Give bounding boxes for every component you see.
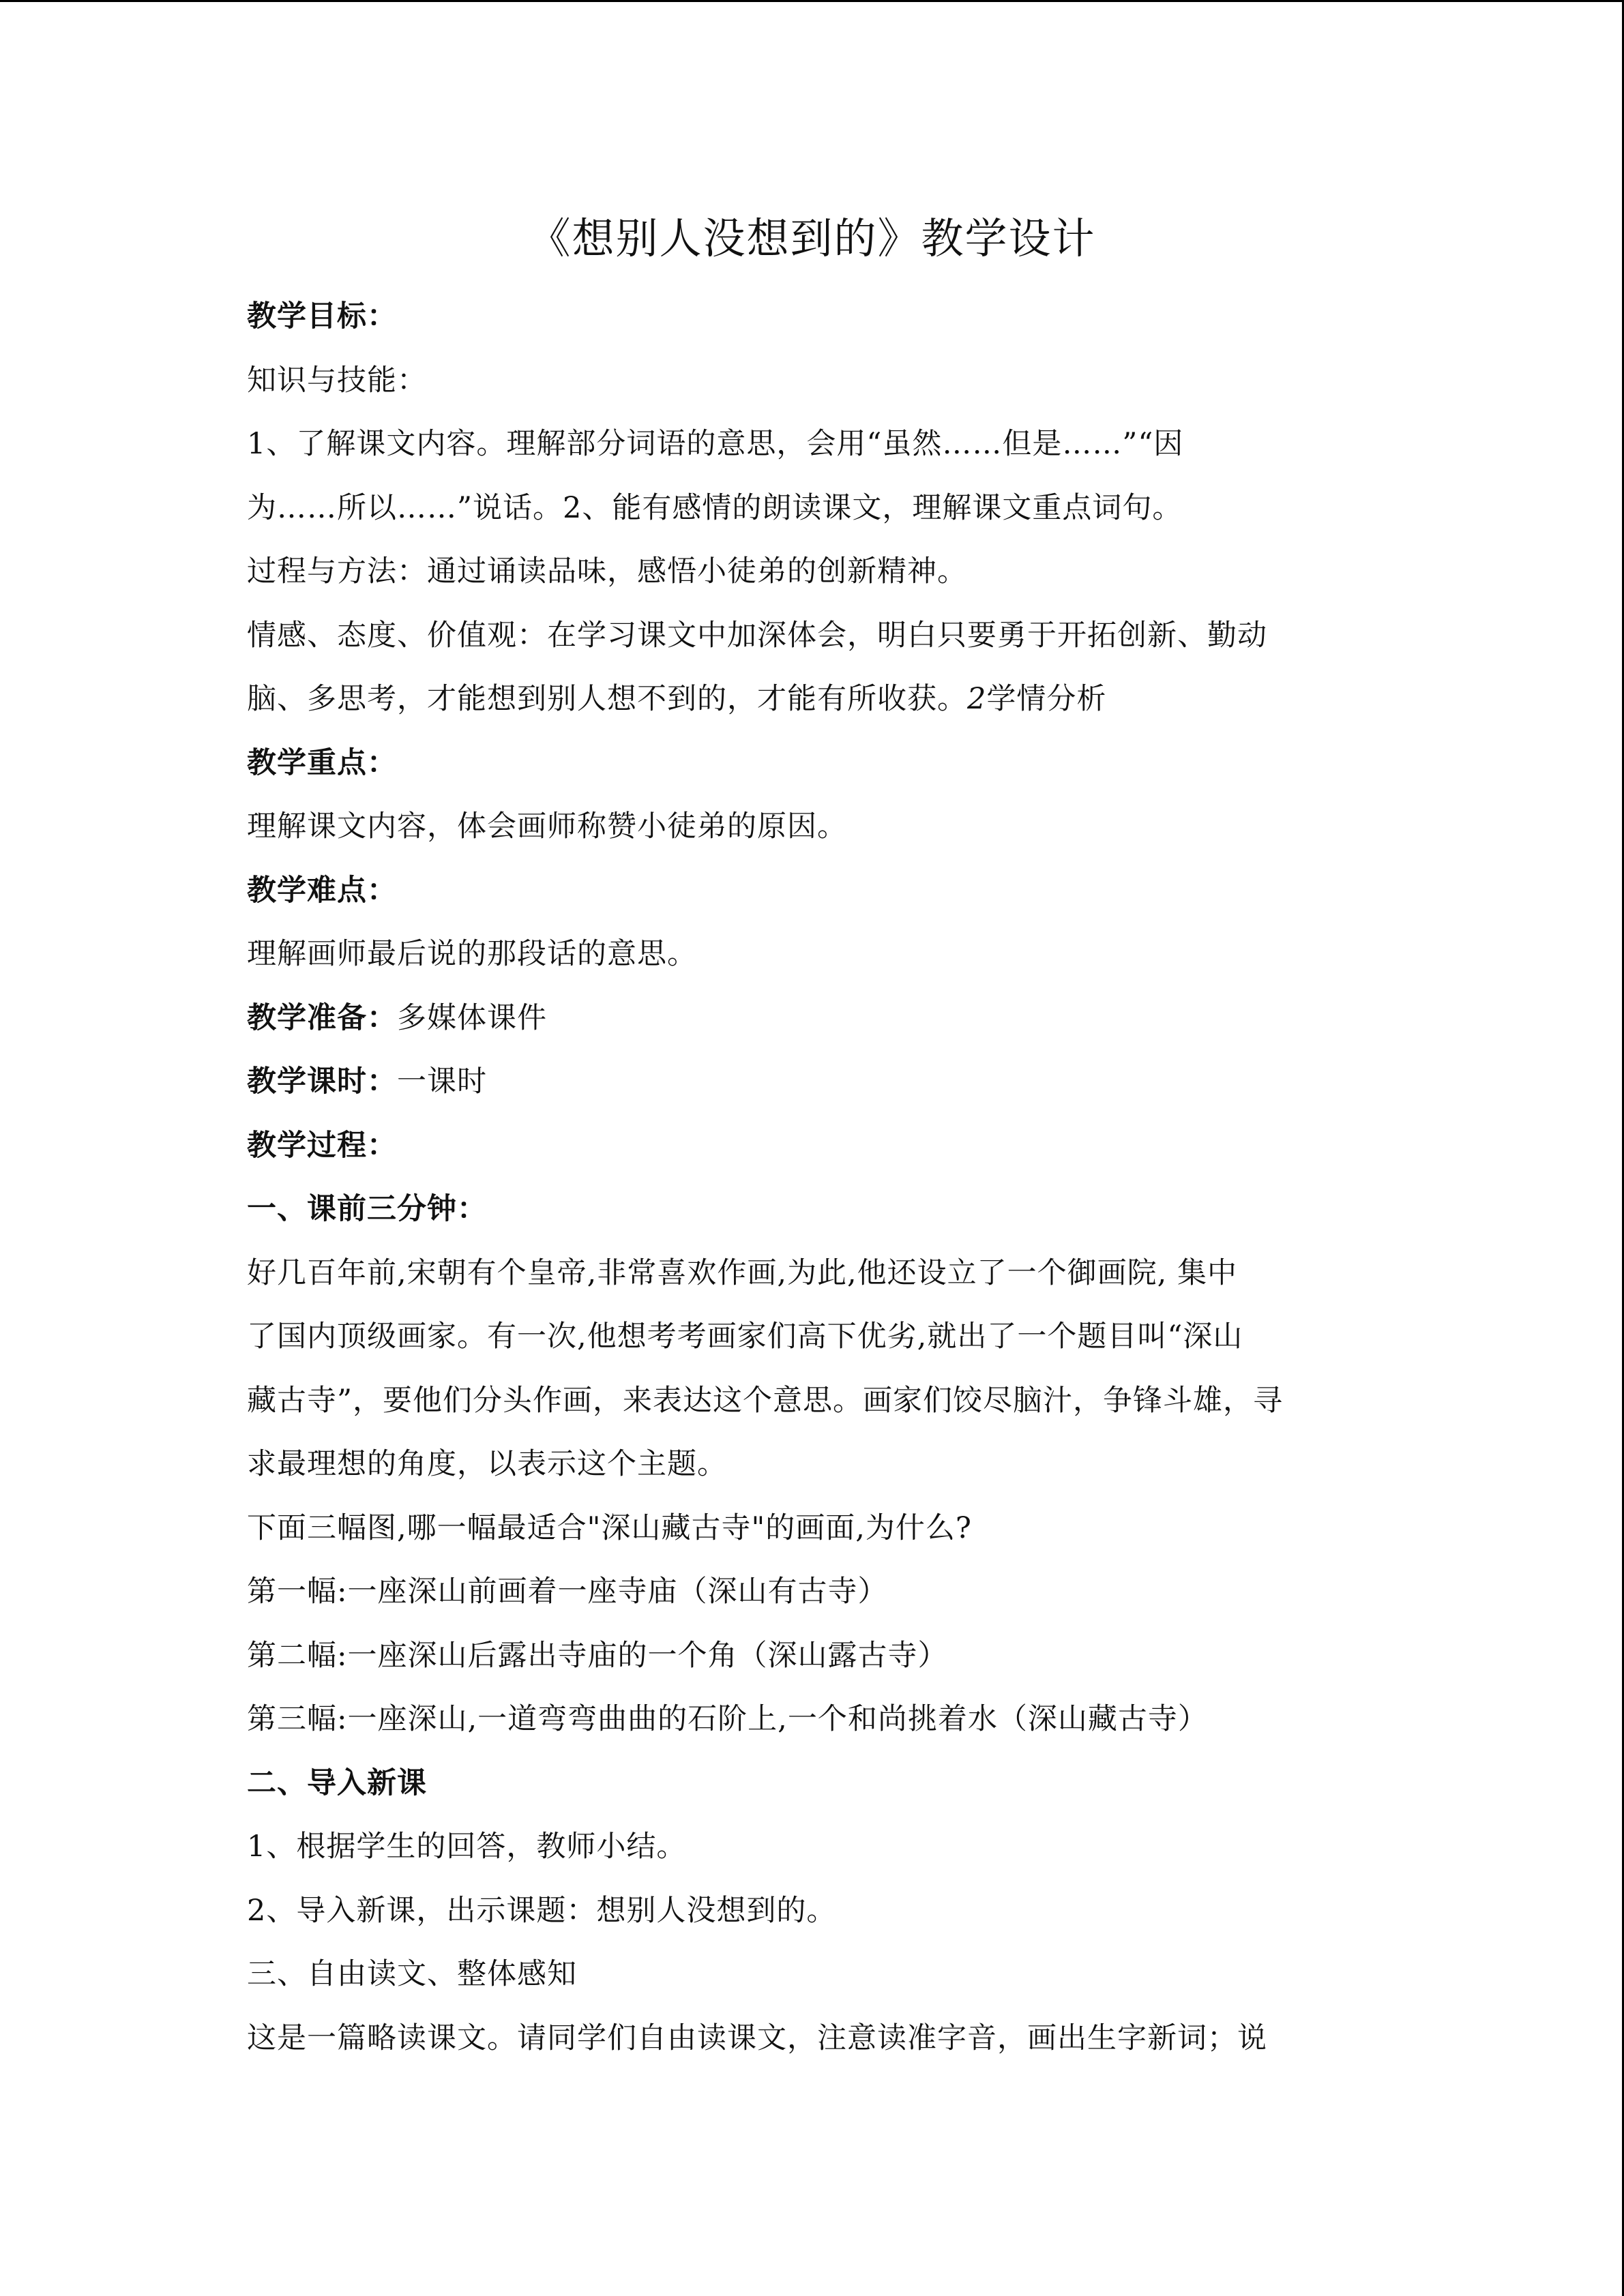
section-1-heading: 一、课前三分钟： bbox=[247, 1192, 487, 1226]
emotion-line-2 bbox=[247, 668, 1379, 732]
preparation-line bbox=[247, 987, 1379, 1051]
emotion-line-1: 情感、态度、价值观：在学习课文中加深体会，明白只要勇于开拓创新、勤动 bbox=[247, 618, 1267, 653]
story-line-4: 求最理想的角度，以表示这个主题。 bbox=[247, 1447, 727, 1481]
question-line: 下面三幅图,哪一幅最适合"深山藏古寺"的画面,为什么? bbox=[247, 1510, 972, 1545]
picture-3-line: 第三幅:一座深山,一道弯弯曲曲的石阶上,一个和尚挑着水（深山藏古寺） bbox=[247, 1702, 1208, 1736]
process-method: 过程与方法：通过诵读品味，感悟小徒弟的创新精神。 bbox=[247, 554, 967, 588]
story-line-1: 好几百年前,宋朝有个皇帝,非常喜欢作画,为此,他还设立了一个御画院, 集中 bbox=[247, 1255, 1238, 1290]
class-hours-line bbox=[247, 1050, 1379, 1114]
section-2-item-1: 1、根据学生的回答，教师小结。 bbox=[247, 1830, 687, 1864]
difficulty-content: 理解画师最后说的那段话的意思。 bbox=[247, 937, 697, 971]
emotion-line-2-text: 脑、多思考，才能想到别人想不到的，才能有所收获。 bbox=[247, 682, 967, 716]
emotion-line-2-tail: 学情分析 bbox=[986, 682, 1107, 716]
procedure-heading: 教学过程： bbox=[247, 1128, 397, 1163]
class-hours-label: 教学课时： bbox=[247, 1064, 397, 1099]
knowledge-heading: 知识与技能： bbox=[247, 363, 427, 398]
document-title: 《想别人没想到的》教学设计 bbox=[528, 213, 1096, 263]
emotion-line-2-number: 2 bbox=[967, 682, 987, 716]
picture-1-line: 第一幅:一座深山前画着一座寺庙（深山有古寺） bbox=[247, 1575, 888, 1609]
difficulty-heading: 教学难点： bbox=[247, 873, 397, 908]
goal-1-line-2: 为……所以……”说话。2、能有感情的朗读课文，理解课文重点词句。 bbox=[247, 490, 1183, 525]
goals-heading: 教学目标： bbox=[247, 299, 397, 333]
section-3-text: 这是一篇略读课文。请同学们自由读课文，注意读准字音，画出生字新词；说 bbox=[247, 2021, 1267, 2055]
preparation-value: 多媒体课件 bbox=[397, 1000, 547, 1035]
story-line-3: 藏古寺”，要他们分头作画，来表达这个意思。画家们饺尽脑汁，争锋斗雄，寻 bbox=[247, 1383, 1283, 1418]
document-body bbox=[247, 285, 1379, 2070]
section-2-item-2: 2、导入新课，出示课题：想别人没想到的。 bbox=[247, 1893, 837, 1928]
goal-1-line-1: 1、了解课文内容。理解部分词语的意思，会用“虽然……但是……”“因 bbox=[247, 427, 1184, 461]
section-3-heading: 三、自由读文、整体感知 bbox=[247, 1957, 577, 1991]
key-points-heading: 教学重点： bbox=[247, 745, 397, 780]
preparation-label: 教学准备： bbox=[247, 1000, 397, 1035]
story-line-2: 了国内顶级画家。有一次,他想考考画家们高下优劣,就出了一个题目叫“深山 bbox=[247, 1320, 1243, 1354]
section-2-heading: 二、导入新课 bbox=[247, 1765, 427, 1800]
key-points-content: 理解课文内容，体会画师称赞小徒弟的原因。 bbox=[247, 809, 847, 844]
class-hours-value: 一课时 bbox=[397, 1064, 487, 1099]
picture-2-line: 第二幅:一座深山后露出寺庙的一个角（深山露古寺） bbox=[247, 1638, 948, 1673]
